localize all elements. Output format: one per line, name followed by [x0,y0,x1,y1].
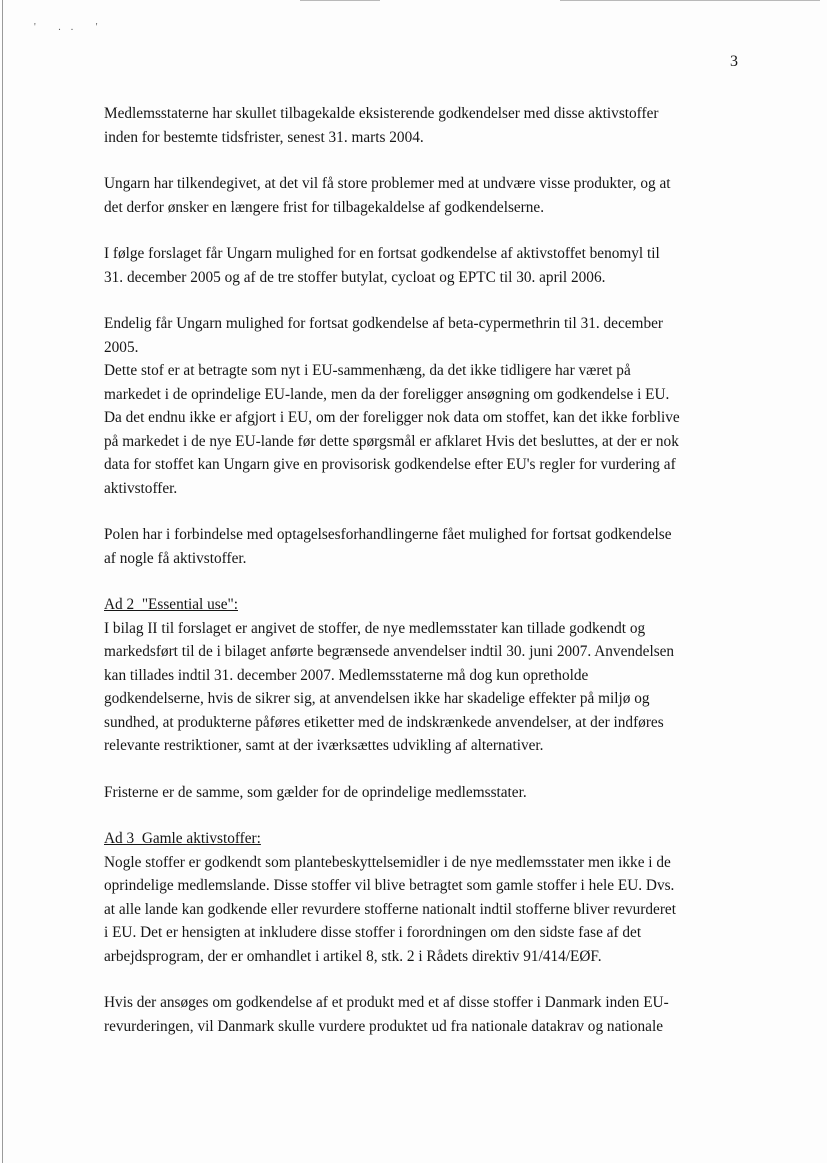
scan-specks: ' .. ' [34,22,108,33]
paragraph: Medlemsstaterne har skullet tilbagekalde eksisterende godkendelser med disse aktivstoffer inden for bestemte tidsfrister, senest 31. marts 2004. [104,105,659,146]
document-body [104,102,744,1038]
paragraph: I følge forslaget får Ungarn mulighed for en fortsat godkendelse af aktivstoffet benomyl til 31. december 2005 og af de tre stoffer butylat, cycloat og EPTC til 30. april 2006. [104,245,660,286]
section-heading-old-active-substances: Ad 3 Gamle aktivstoffer: [104,830,261,847]
paragraph: I bilag II til forslaget er angivet de stoffer, de nye medlemsstater kan tillade godkendt og markedsført til de i bilaget anførte begrænsede anvendelser indtil 30. juni 2007. Anvendelsen kan tillades indtil 31. december 2007. Medlemsstaterne må dog kun opretholde godkendelserne, hvis de sikrer sig, at anvendelsen ikke har skadelige effekter på miljø og sundhed, at produkterne påføres etiketter med de indskrænkede anvendelser, at der indføres relevante restriktioner, samt at der iværksættes udvikling af alternativer. [104,619,675,754]
section-heading-essential-use: Ad 2 "Essential use": [104,596,238,613]
page-left-edge [2,0,3,1163]
paragraph: Ungarn har tilkendegivet, at det vil få store problemer med at undvære visse produkter, og at det derfor ønsker en længere frist for tilbagekaldelse af godkendelserne. [104,175,671,216]
top-scan-rule [300,0,380,1]
paragraph: Dette stof er at betragte som nyt i EU-sammenhæng, da det ikke tidligere har været på markedet i de oprindelige EU-lande, men da der foreligger ansøgning om godkendelse i EU. Da det endnu ikke er afgjort i EU, om der foreligger nok data om stoffet, kan det ikke forblive på markedet i de nye EU-lande før dette spørgsmål er afklaret Hvis det besluttes, at der er nok data for stoffet kan Ungarn give en provisorisk godkendelse efter EU's regler for vurdering af aktivstoffer. [104,362,680,497]
top-scan-rule [560,0,820,1]
paragraph: Endelig får Ungarn mulighed for fortsat godkendelse af beta-cypermethrin til 31. december 2005. [104,315,663,356]
page-number: 3 [730,53,738,70]
paragraph: Hvis der ansøges om godkendelse af et produkt med et af disse stoffer i Danmark inden EU- revurderingen, vil Danmark skulle vurdere produktet ud fra nationale datakrav og nationale [104,994,669,1035]
paragraph: Nogle stoffer er godkendt som plantebeskyttelsemidler i de nye medlemsstater men ikke i de oprindelige medlemslande. Disse stoffer vil blive betragtet som gamle stoffer i hele EU. Dvs. at alle lande kan godkende eller revurdere stofferne nationalt indtil stofferne bliver revurderet i EU. Det er hensigten at inkludere disse stoffer i forordningen om den sidste fase af det arbejdsprogram, der er omhandlet i artikel 8, stk. 2 i Rådets direktiv 91/414/EØF. [104,853,676,965]
paragraph: Fristerne er de samme, som gælder for de oprindelige medlemsstater. [104,783,527,801]
paragraph: Polen har i forbindelse med optagelsesforhandlingerne fået mulighed for fortsat godkendelse af nogle få aktivstoffer. [104,526,672,567]
